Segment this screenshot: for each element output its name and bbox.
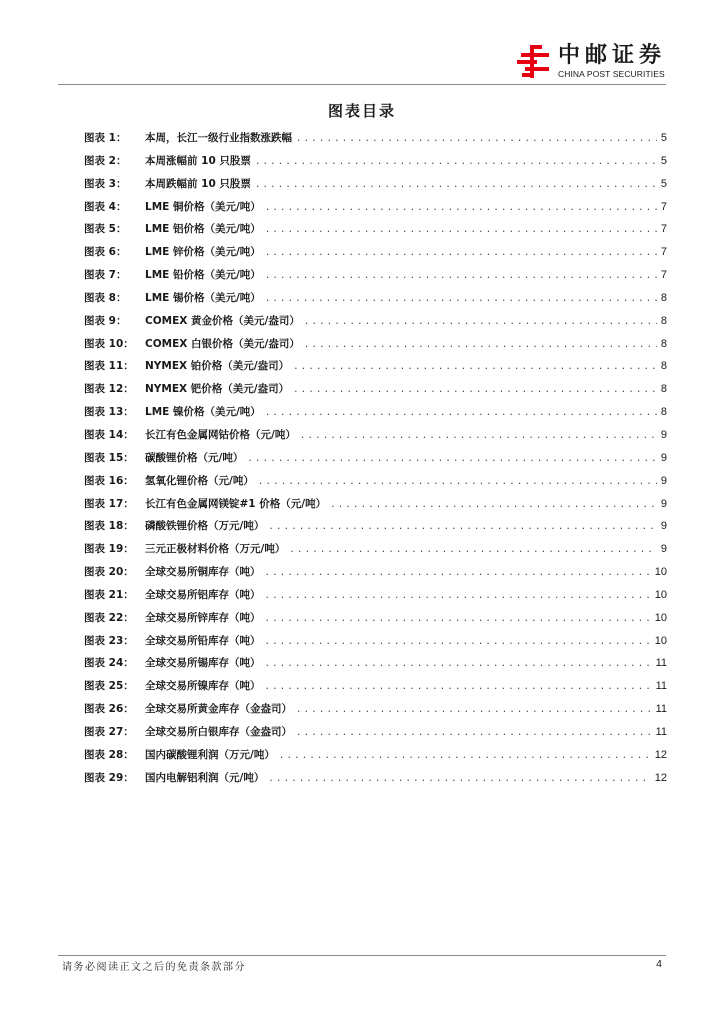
toc-entry-label: 图表 24： — [84, 657, 134, 670]
toc-entry-label: 图表 12： — [84, 383, 134, 396]
toc-entry-page: 9 — [660, 451, 667, 464]
toc-dot-leader — [265, 291, 657, 307]
toc-entry[interactable] — [84, 701, 667, 724]
toc-entry-title: 本周，长江一级行业指数涨跌幅 — [145, 132, 292, 144]
toc-entry-title: 磷酸铁锂价格（万元/吨） — [145, 520, 265, 533]
toc-entry-page: 9 — [660, 497, 667, 510]
toc-entry-page: 8 — [660, 406, 667, 419]
toc-entry[interactable] — [84, 290, 667, 313]
toc-dot-leader — [293, 382, 657, 398]
toc-entry[interactable] — [84, 404, 667, 427]
toc-dot-leader — [268, 519, 657, 535]
toc-entry-page: 10 — [654, 566, 667, 579]
toc-dot-leader — [304, 314, 657, 330]
toc-entry[interactable] — [84, 176, 667, 199]
toc-dot-leader — [293, 359, 657, 375]
toc-entry-title: 长江有色金属网钴价格（元/吨） — [145, 428, 296, 441]
toc-entry[interactable] — [84, 221, 667, 244]
toc-entry-title: 全球交易所锌库存（吨） — [145, 611, 261, 624]
toc-dot-leader — [265, 611, 651, 627]
toc-dot-leader — [268, 771, 650, 787]
toc-entry[interactable] — [84, 381, 667, 404]
toc-entry-page: 7 — [660, 223, 667, 236]
toc-entry-page: 10 — [654, 634, 667, 647]
toc-title: 图表目录 — [327, 102, 396, 120]
toc-entry-page: 10 — [654, 588, 667, 601]
toc-entry[interactable] — [84, 244, 667, 267]
toc-entry-label: 图表 19： — [84, 543, 134, 556]
toc-entry[interactable] — [84, 655, 667, 678]
toc-entry-label: 图表 15： — [84, 451, 134, 464]
toc-entry-page: 9 — [660, 474, 667, 487]
toc-entry-title: 全球交易所铅库存（吨） — [145, 634, 261, 647]
toc-entry-title: 全球交易所铜库存（吨） — [145, 566, 261, 579]
toc-entry[interactable] — [84, 587, 667, 610]
toc-entry-page: 8 — [660, 383, 667, 396]
toc-entry-page: 7 — [660, 200, 667, 213]
toc-entry[interactable] — [84, 358, 667, 381]
page-header — [0, 0, 724, 90]
toc-entry[interactable] — [84, 153, 667, 176]
toc-dot-leader — [265, 634, 651, 650]
toc-entry-page: 9 — [660, 428, 667, 441]
toc-entry-label: 图表 3： — [84, 177, 127, 190]
toc-entry-title: 长江有色金属网镁锭#1 价格（元/吨） — [145, 497, 327, 510]
toc-entry[interactable] — [84, 496, 667, 519]
toc-dot-leader — [265, 656, 652, 672]
toc-entry-title: 全球交易所黄金库存（金盎司） — [145, 703, 292, 716]
toc-entry-page: 12 — [654, 771, 667, 784]
toc-entry[interactable] — [84, 724, 667, 747]
toc-entry-title: COMEX 黄金价格（美元/盎司） — [145, 314, 300, 327]
toc-entry-title: LME 铅价格（美元/吨） — [145, 269, 261, 282]
toc-entry-label: 图表 7： — [84, 269, 127, 282]
toc-entry[interactable] — [84, 747, 667, 770]
toc-entry-title: 本周跌幅前 10 只股票 — [145, 177, 251, 190]
toc-entry-label: 图表 4： — [84, 200, 127, 213]
brand-name-en: CHINA POST SECURITIES — [557, 69, 665, 79]
toc-entry-label: 图表 2： — [84, 154, 127, 167]
toc-list — [84, 130, 667, 792]
toc-dot-leader — [265, 245, 657, 261]
toc-entry-title: LME 镍价格（美元/吨） — [145, 406, 261, 419]
brand-name-cn: 中邮证券 — [557, 43, 666, 68]
toc-entry-page: 12 — [654, 748, 667, 761]
toc-dot-leader — [265, 588, 651, 604]
toc-entry-label: 图表 27： — [84, 725, 134, 738]
toc-entry-page: 11 — [655, 725, 667, 738]
toc-entry[interactable] — [84, 267, 667, 290]
header-divider — [58, 84, 666, 85]
toc-entry-page: 7 — [660, 269, 667, 282]
toc-entry-label: 图表 25： — [84, 680, 134, 693]
toc-dot-leader — [300, 428, 657, 444]
toc-entry[interactable] — [84, 199, 667, 222]
toc-entry-page: 5 — [660, 154, 667, 167]
toc-dot-leader — [304, 337, 657, 353]
toc-entry-title: 全球交易所镍库存（吨） — [145, 680, 261, 693]
toc-entry-title: 本周涨幅前 10 只股票 — [145, 154, 251, 167]
toc-entry-title: LME 锌价格（美元/吨） — [145, 246, 261, 259]
toc-entry-label: 图表 29： — [84, 771, 134, 784]
toc-entry-label: 图表 13： — [84, 406, 134, 419]
toc-dot-leader — [296, 131, 657, 147]
toc-entry-page: 8 — [660, 314, 667, 327]
toc-dot-leader — [258, 474, 657, 490]
toc-dot-leader — [265, 565, 651, 581]
brand-text — [558, 44, 666, 79]
toc-entry-label: 图表 23： — [84, 634, 134, 647]
toc-dot-leader — [330, 497, 657, 513]
toc-entry[interactable] — [84, 427, 667, 450]
toc-entry-label: 图表 28： — [84, 748, 134, 761]
toc-entry-title: COMEX 白银价格（美元/盎司） — [145, 337, 300, 350]
toc-entry-label: 图表 11： — [84, 360, 134, 373]
china-post-logo-icon — [516, 44, 552, 78]
brand-logo — [516, 44, 666, 79]
toc-entry-title: LME 锡价格（美元/吨） — [145, 291, 261, 304]
toc-entry-title: 全球交易所白银库存（金盎司） — [145, 725, 292, 738]
toc-entry-label: 图表 18： — [84, 520, 134, 533]
toc-entry[interactable] — [84, 130, 667, 153]
toc-entry-page: 8 — [660, 360, 667, 373]
toc-entry-label: 图表 10： — [84, 337, 134, 350]
toc-entry[interactable] — [84, 564, 667, 587]
toc-entry[interactable] — [84, 678, 667, 701]
toc-dot-leader — [279, 748, 651, 764]
toc-entry-label: 图表 20： — [84, 566, 134, 579]
toc-dot-leader — [296, 702, 652, 718]
toc-dot-leader — [265, 405, 657, 421]
toc-entry-page: 11 — [655, 657, 667, 670]
toc-entry-page: 9 — [660, 520, 667, 533]
toc-dot-leader — [289, 542, 657, 558]
toc-entry-label: 图表 6： — [84, 246, 127, 259]
toc-entry[interactable] — [84, 633, 667, 656]
toc-entry-label: 图表 21： — [84, 588, 134, 601]
toc-dot-leader — [296, 725, 652, 741]
footer-divider — [58, 955, 666, 956]
toc-entry-label: 图表 9： — [84, 314, 127, 327]
toc-entry-page: 9 — [660, 543, 667, 556]
page-number: 4 — [656, 958, 662, 970]
toc-entry[interactable] — [84, 450, 667, 473]
disclaimer-note: 请务必阅读正文之后的免责条款部分 — [62, 962, 246, 973]
toc-entry[interactable] — [84, 541, 667, 564]
toc-dot-leader — [265, 268, 657, 284]
toc-entry-page: 11 — [655, 680, 667, 693]
toc-entry-title: 碳酸锂价格（元/吨） — [145, 451, 244, 464]
toc-entry-label: 图表 22： — [84, 611, 134, 624]
toc-entry-page: 8 — [660, 291, 667, 304]
toc-entry-label: 图表 16： — [84, 474, 134, 487]
toc-entry[interactable] — [84, 473, 667, 496]
toc-dot-leader — [265, 200, 657, 216]
toc-entry-title: 国内碳酸锂利润（万元/吨） — [145, 748, 275, 761]
toc-entry-title: NYMEX 铂价格（美元/盎司） — [145, 360, 290, 373]
toc-entry-label: 图表 26： — [84, 703, 134, 716]
toc-dot-leader — [265, 679, 652, 695]
toc-entry-title: LME 铜价格（美元/吨） — [145, 200, 261, 213]
toc-entry-title: 全球交易所铝库存（吨） — [145, 588, 261, 601]
toc-entry-title: 全球交易所锡库存（吨） — [145, 657, 261, 670]
toc-entry[interactable] — [84, 518, 667, 541]
toc-entry-title: 国内电解铝利润（元/吨） — [145, 771, 265, 784]
toc-entry-label: 图表 5： — [84, 223, 127, 236]
toc-dot-leader — [255, 177, 657, 193]
toc-entry-title: 三元正极材料价格（万元/吨） — [145, 543, 286, 556]
toc-dot-leader — [255, 154, 657, 170]
toc-entry-label: 图表 14： — [84, 428, 134, 441]
toc-entry-page: 7 — [660, 246, 667, 259]
toc-entry[interactable] — [84, 610, 667, 633]
toc-entry-title: 氢氧化锂价格（元/吨） — [145, 474, 254, 487]
toc-entry-page: 5 — [660, 132, 667, 144]
toc-entry-page: 10 — [654, 611, 667, 624]
toc-entry-page: 5 — [660, 177, 667, 190]
toc-entry[interactable] — [84, 770, 667, 793]
toc-entry-title: NYMEX 钯价格（美元/盎司） — [145, 383, 290, 396]
toc-entry-label: 图表 17： — [84, 497, 134, 510]
toc-entry-title: LME 铝价格（美元/吨） — [145, 223, 261, 236]
toc-entry[interactable] — [84, 336, 667, 359]
toc-dot-leader — [265, 222, 657, 238]
toc-entry-page: 11 — [655, 703, 667, 716]
toc-entry-page: 8 — [660, 337, 667, 350]
toc-entry-label: 图表 1： — [84, 132, 127, 144]
toc-dot-leader — [247, 451, 657, 467]
toc-entry-label: 图表 8： — [84, 291, 127, 304]
toc-entry[interactable] — [84, 313, 667, 336]
